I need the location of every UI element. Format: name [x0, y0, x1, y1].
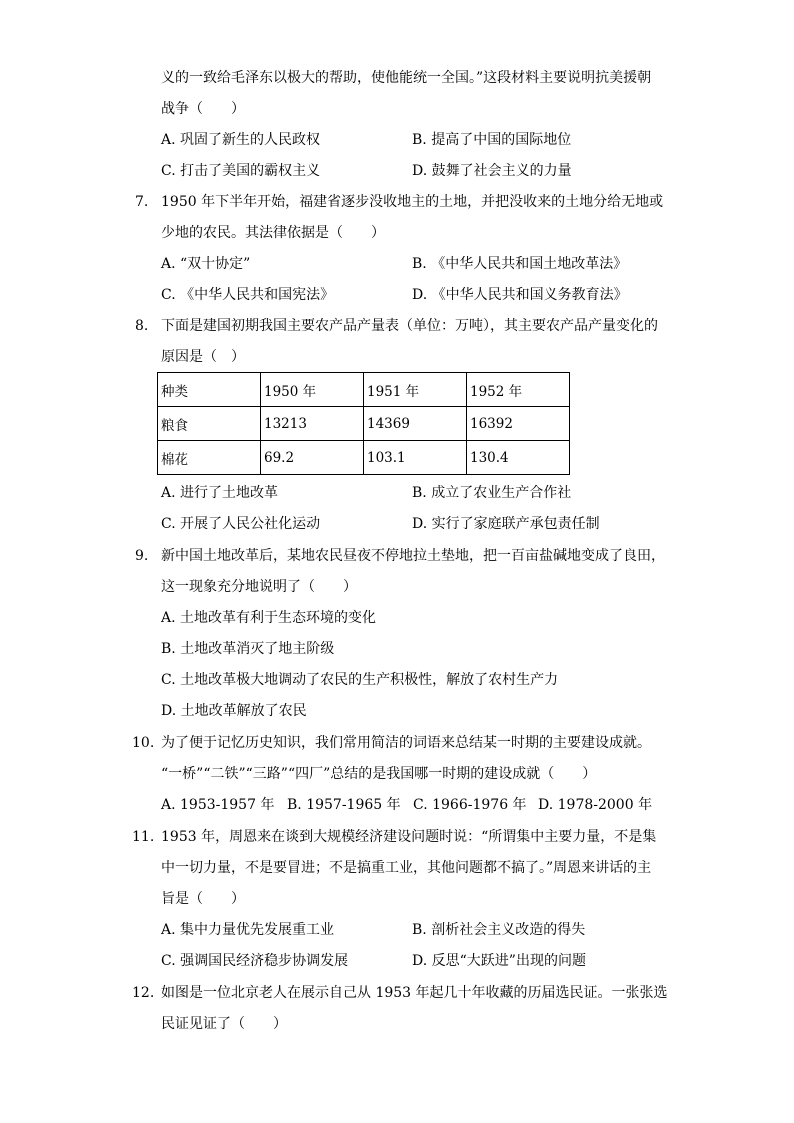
- q6-option-b: B. 提高了中国的国际地位: [412, 132, 572, 148]
- table-cell: 103.1: [364, 441, 467, 475]
- q10-option-d: D. 1978-2000 年: [538, 797, 653, 813]
- q9-option-b: B. 土地改革消灭了地主阶级: [161, 641, 335, 657]
- table-cell: 13213: [261, 407, 364, 441]
- q10-stem-line-2: “一桥”“二铁”“三路”“四厂”总结的是我国哪一时期的建设成就（ ）: [161, 766, 597, 782]
- q9-option-d: D. 土地改革解放了农民: [161, 703, 307, 719]
- q9-option-a: A. 土地改革有利于生态环境的变化: [161, 610, 377, 626]
- q10-option-b: B. 1957-1965 年: [287, 797, 401, 813]
- q6-stem-line-2: 战争（ ）: [161, 101, 245, 117]
- q8-option-c: C. 开展了人民公社化运动: [161, 516, 321, 532]
- q6-option-c: C. 打击了美国的霸权主义: [161, 163, 321, 179]
- table-header-row: [158, 373, 570, 407]
- q11-stem-line-1: 1953 年，周恩来在谈到大规模经济建设问题时说：“所谓集中主要力量，不是集: [161, 829, 657, 845]
- q11-number: 11.: [132, 829, 155, 845]
- table-cell: 14369: [364, 407, 467, 441]
- q7-option-b: B. 《中华人民共和国土地改革法》: [412, 256, 628, 272]
- table-cell: 69.2: [261, 441, 364, 475]
- q9-stem-line-2: 这一现象充分地说明了（ ）: [161, 579, 357, 595]
- q12-number: 12.: [132, 985, 155, 1001]
- q8-option-a: A. 进行了土地改革: [161, 485, 279, 501]
- q7-number: 7.: [135, 194, 149, 210]
- q8-stem-line-1: 下面是建国初期我国主要农产品产量表（单位：万吨），其主要农产品产量变化的: [161, 318, 658, 334]
- q7-option-d: D. 《中华人民共和国义务教育法》: [412, 287, 628, 303]
- q12-stem-line-2: 民证见证了（ ）: [161, 1016, 287, 1032]
- table-cell: 粮食: [158, 407, 261, 441]
- q10-stem-line-1: 为了便于记忆历史知识，我们常用简洁的词语来总结某一时期的主要建设成就。: [161, 735, 651, 751]
- table-cell: 棉花: [158, 441, 261, 475]
- q8-number: 8.: [135, 318, 149, 334]
- table-row: [158, 407, 570, 441]
- q6-option-d: D. 鼓舞了社会主义的力量: [412, 163, 572, 179]
- q11-option-a: A. 集中力量优先发展重工业: [161, 922, 335, 938]
- q11-option-d: D. 反思“大跃进”出现的问题: [412, 953, 586, 969]
- q10-option-c: C. 1966-1976 年: [413, 797, 527, 813]
- q6-option-a: A. 巩固了新生的人民政权: [161, 132, 321, 148]
- q9-stem-line-1: 新中国土地改革后，某地农民昼夜不停地拉土垫地，把一百亩盐碱地变成了良田，: [161, 548, 665, 564]
- q6-stem-line-1: 义的一致给毛泽东以极大的帮助，使他能统一全国。”这段材料主要说明抗美援朝: [161, 70, 652, 86]
- q10-number: 10.: [132, 735, 155, 751]
- table-cell: 1950 年: [261, 373, 364, 407]
- q11-option-b: B. 剖析社会主义改造的得失: [412, 922, 586, 938]
- q7-option-a: A. “双十协定”: [161, 256, 251, 272]
- q7-stem-line-1: 1950 年下半年开始，福建省逐步没收地主的土地，并把没收来的土地分给无地或: [161, 194, 664, 210]
- q8-option-d: D. 实行了家庭联产承包责任制: [412, 516, 600, 532]
- q9-number: 9.: [135, 548, 149, 564]
- table-row: [158, 441, 570, 475]
- q8-stem-line-2: 原因是（ ）: [161, 349, 245, 365]
- table-cell: 1951 年: [364, 373, 467, 407]
- table-cell: 1952 年: [467, 373, 570, 407]
- q11-stem-line-3: 旨是（ ）: [161, 891, 245, 907]
- table-cell: 16392: [467, 407, 570, 441]
- q8-option-b: B. 成立了农业生产合作社: [412, 485, 572, 501]
- q11-stem-line-2: 中一切力量，不是要冒进；不是搞重工业，其他问题都不搞了。”周恩来讲话的主: [161, 860, 652, 876]
- table-cell: 种类: [158, 373, 261, 407]
- production-table: [157, 372, 570, 475]
- q9-option-c: C. 土地改革极大地调动了农民的生产积极性，解放了农村生产力: [161, 672, 559, 688]
- q10-option-a: A. 1953-1957 年: [161, 797, 275, 813]
- q12-stem-line-1: 如图是一位北京老人在展示自己从 1953 年起几十年收藏的历届选民证。一张张选: [161, 985, 668, 1001]
- q7-option-c: C. 《中华人民共和国宪法》: [161, 287, 335, 303]
- q11-option-c: C. 强调国民经济稳步协调发展: [161, 953, 349, 969]
- q7-stem-line-2: 少地的农民。其法律依据是（ ）: [161, 225, 385, 241]
- table-cell: 130.4: [467, 441, 570, 475]
